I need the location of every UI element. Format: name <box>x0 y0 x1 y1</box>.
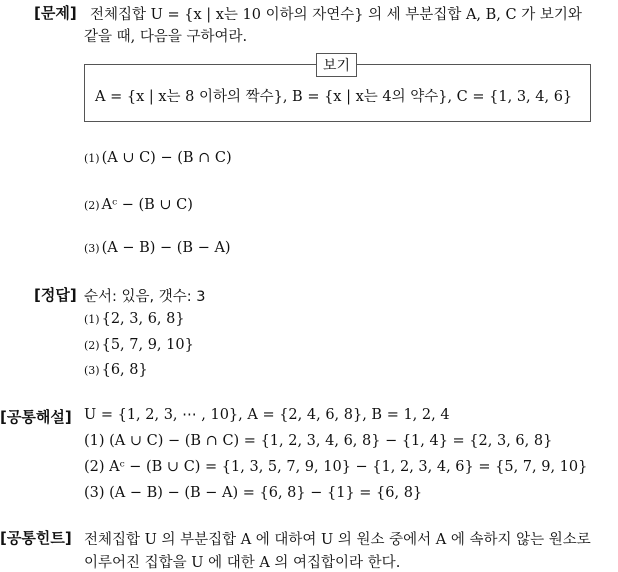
item-expression: Aᶜ − (B ∪ C) <box>101 197 193 213</box>
explanation-line-0: U = {1, 2, 3, ⋯ , 10}, A = {2, 4, 6, 8}, B = 1, 2, 4 <box>84 407 450 423</box>
item-number: (2) <box>84 199 100 212</box>
item-number: (1) <box>84 313 100 326</box>
item-number: (2) <box>84 339 100 352</box>
item-expression: {6, 8} <box>101 362 148 378</box>
problem-text-line1: 전체집합 U = {x | x는 10 이하의 자연수} 의 세 부분집합 A, B, C 가 보기와 <box>90 7 582 23</box>
answer-item-3 <box>84 362 148 378</box>
explanation-label: [공통해설] <box>0 408 72 426</box>
problem-text-line2: 같을 때, 다음을 구하여라. <box>84 29 248 45</box>
example-box-content: A = {x | x는 8 이하의 짝수}, B = {x | x는 4의 약수}, C = {1, 3, 4, 6} <box>95 89 573 105</box>
problem-item-2 <box>84 197 193 213</box>
answer-label: [정답] <box>34 286 77 304</box>
item-number: (1) <box>84 152 100 165</box>
answer-meta: 순서: 있음, 갯수: 3 <box>84 289 206 305</box>
item-number: (3) <box>84 242 100 255</box>
hint-label: [공통힌트] <box>0 529 72 547</box>
explanation-line-1: (1) (A ∪ C) − (B ∩ C) = {1, 2, 3, 4, 6, 8} − {1, 4} = {2, 3, 6, 8} <box>84 433 553 449</box>
problem-item-3 <box>84 240 231 256</box>
item-expression: (A − B) − (B − A) <box>101 240 231 256</box>
item-expression: {5, 7, 9, 10} <box>101 337 194 353</box>
hint-line-2: 이루어진 집합을 U 에 대한 A 의 여집합이라 한다. <box>84 555 401 571</box>
item-expression: (A ∪ C) − (B ∩ C) <box>101 150 232 166</box>
explanation-line-2: (2) Aᶜ − (B ∪ C) = {1, 3, 5, 7, 9, 10} − {1, 2, 3, 4, 6} = {5, 7, 9, 10} <box>84 459 588 475</box>
problem-item-1 <box>84 150 232 166</box>
item-expression: {2, 3, 6, 8} <box>101 311 185 327</box>
hint-line-1: 전체집합 U 의 부분집합 A 에 대하여 U 의 원소 중에서 A 에 속하지 않는 원소로 <box>84 532 591 548</box>
explanation-line-3: (3) (A − B) − (B − A) = {6, 8} − {1} = {6, 8} <box>84 485 423 501</box>
example-box-title: 보기 <box>316 53 357 77</box>
item-number: (3) <box>84 364 100 377</box>
answer-item-1 <box>84 311 185 327</box>
problem-label: [문제] <box>34 4 77 22</box>
answer-item-2 <box>84 337 194 353</box>
